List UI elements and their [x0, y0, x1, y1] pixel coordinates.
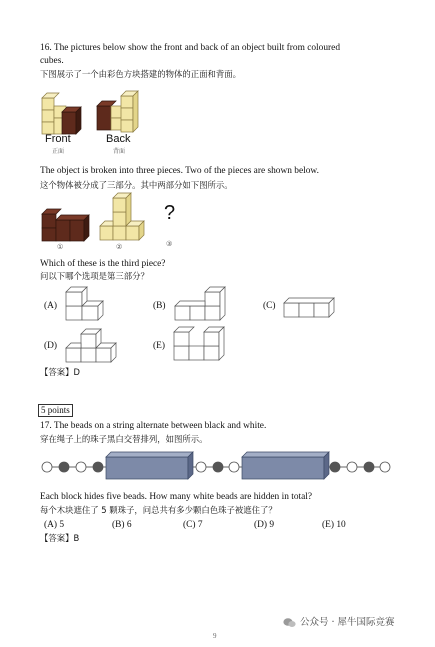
bead: [213, 462, 223, 472]
option-b-label[interactable]: (B): [153, 301, 166, 311]
wechat-icon: [283, 617, 296, 628]
bead: [76, 462, 86, 472]
page-number: 9: [213, 632, 217, 640]
back-zh-label: 背面: [113, 148, 126, 155]
choice-c[interactable]: (C) 7: [183, 520, 203, 530]
bead: [93, 462, 103, 472]
question-mark: ?: [164, 202, 176, 224]
bead: [380, 462, 390, 472]
q17-answer: 【答案】B: [40, 533, 80, 543]
choice-d[interactable]: (D) 9: [254, 520, 275, 530]
q17-blocks-zh: 每个木块遮住了 5 颗珠子，问总共有多少颗白色珠子被遮住了？: [40, 505, 277, 515]
bead: [330, 462, 340, 472]
q16-answer: 【答案】D: [40, 367, 80, 377]
block-1: [106, 452, 193, 479]
block-2: [242, 452, 329, 479]
q16-which-zh: 问以下哪个选项是第三部分？: [40, 271, 149, 281]
choice-b[interactable]: (B) 6: [112, 520, 132, 530]
points-badge: 5 points: [38, 404, 73, 417]
bead: [196, 462, 206, 472]
piece-3-label: ③: [166, 240, 173, 248]
back-label: Back: [106, 133, 131, 145]
bead: [59, 462, 69, 472]
q16-text-line2: cubes.: [40, 56, 64, 66]
q17-text: 17. The beads on a string alternate between black and white.: [40, 421, 267, 431]
watermark-text: 公众号 · 犀牛国际竞赛: [300, 617, 395, 628]
choice-e[interactable]: (E) 10: [322, 520, 346, 530]
watermark: [283, 617, 395, 628]
q16-broken-text: The object is broken into three pieces. Two of the pieces are shown below.: [40, 166, 319, 176]
q16-text: 16. The pictures below show the front and back of an object built from coloured: [40, 43, 341, 53]
q16-zh: 下图展示了一个由彩色方块搭建的物体的正面和背面。: [40, 69, 241, 79]
front-zh-label: 正面: [52, 148, 65, 155]
bead: [229, 462, 239, 472]
front-label: Front: [45, 133, 71, 145]
piece-2-label: ②: [116, 243, 123, 251]
option-a-label[interactable]: (A): [44, 301, 58, 311]
piece-1-label: ①: [57, 243, 64, 251]
bead: [364, 462, 374, 472]
q16-broken-zh: 这个物体被分成了三部分。其中两部分如下图所示。: [40, 180, 233, 190]
option-c-label[interactable]: (C): [263, 301, 276, 311]
choice-a[interactable]: (A) 5: [44, 520, 65, 530]
option-d-label[interactable]: (D): [44, 341, 58, 351]
q17-blocks-text: Each block hides five beads. How many white beads are hidden in total?: [40, 492, 313, 502]
q17-zh: 穿在绳子上的珠子黑白交替排列，如图所示。: [40, 434, 208, 444]
option-e-label[interactable]: (E): [153, 341, 165, 351]
bead: [347, 462, 357, 472]
bead: [42, 462, 52, 472]
q16-which-text: Which of these is the third piece?: [40, 259, 166, 269]
